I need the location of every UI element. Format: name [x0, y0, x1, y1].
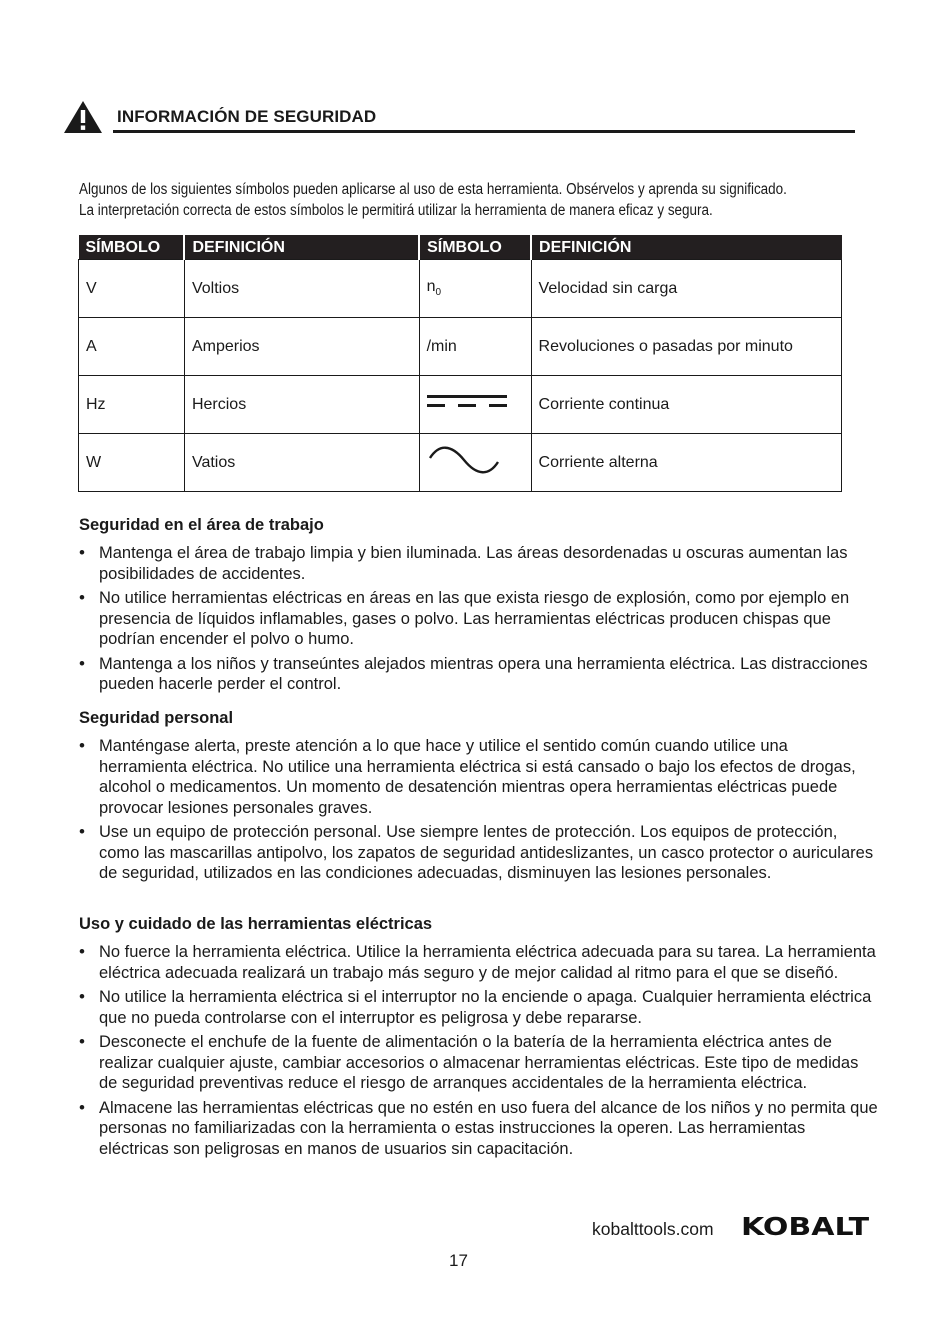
column-header: SÍMBOLO [79, 235, 185, 260]
definition-cell: Revoluciones o pasadas por minuto [531, 318, 841, 376]
kobalt-logo: KOBALT [741, 1212, 870, 1241]
list-item: • Use un equipo de protección personal. Use siempre lentes de protección. Los equipos de protección, como las mascarillas antipolvo, los zapatos de seguridad antideslizantes, un casco protector o auriculares de seguridad, utilizados en las condiciones adecuadas, disminuyen las lesiones personales. [79, 822, 879, 884]
alternating-current-icon [427, 443, 501, 477]
table-row [79, 434, 842, 492]
page-number: 17 [449, 1251, 468, 1270]
table-row [79, 376, 842, 434]
column-header: DEFINICIÓN [531, 235, 841, 260]
symbol-cell: A [79, 318, 185, 376]
header-rule [113, 130, 855, 133]
definition-cell: Amperios [184, 318, 419, 376]
definition-cell: Corriente alterna [531, 434, 841, 492]
section-title: Uso y cuidado de las herramientas eléctricas [79, 915, 433, 933]
symbols-table [78, 235, 842, 492]
bullet-list [79, 942, 879, 1159]
symbol-cell: V [79, 260, 185, 318]
table-header-row [79, 235, 842, 260]
warning-triangle-icon [63, 100, 103, 134]
list-item: • No fuerce la herramienta eléctrica. Utilice la herramienta eléctrica adecuada para su tarea. La herramienta eléctrica adecuada realizará un trabajo más seguro y de mejor calidad al ritmo para el que se diseñó. [79, 942, 879, 983]
list-item: • Mantenga a los niños y transeúntes alejados mientras opera una herramienta eléctrica. Las distracciones pueden hacerle perder el control. [79, 654, 879, 695]
symbol-cell: Hz [79, 376, 185, 434]
column-header: DEFINICIÓN [184, 235, 419, 260]
section-work-area [79, 516, 879, 699]
symbol-cell [419, 434, 531, 492]
definition-cell: Corriente continua [531, 376, 841, 434]
direct-current-icon [427, 392, 507, 412]
symbol-cell [419, 260, 531, 318]
symbol-cell [419, 376, 531, 434]
list-item: • No utilice herramientas eléctricas en áreas en las que exista riesgo de explosión, como por ejemplo en presencia de líquidos inflamables, gases o polvo. Las herramientas eléctricas producen chispas que podrían encender el polvo o humo. [79, 588, 879, 650]
symbol-cell: W [79, 434, 185, 492]
table-row [79, 260, 842, 318]
list-item: • Desconecte el enchufe de la fuente de alimentación o la batería de la herramienta eléctrica antes de realizar cualquier ajuste, cambiar accesorios o almacenar herramientas eléctricas. Este tipo de medidas de seguridad preventivas reduce el riesgo de arranques accidentales de la herramienta eléctrica. [79, 1032, 879, 1094]
table-row [79, 318, 842, 376]
website-url: kobalttools.com [592, 1219, 714, 1239]
section-personal-safety [79, 709, 879, 888]
symbol-subscript: 0 [435, 287, 442, 299]
bullet-list [79, 543, 879, 695]
definition-cell: Vatios [184, 434, 419, 492]
definition-cell: Voltios [184, 260, 419, 318]
list-item: • Almacene las herramientas eléctricas que no estén en uso fuera del alcance de los niños y no permita que personas no familiarizadas con la herramienta o estas instrucciones la operen. Las herramientas eléctricas son peligrosas en manos de usuarios sin capacitación. [79, 1098, 879, 1160]
page-title: INFORMACIÓN DE SEGURIDAD [117, 107, 377, 126]
column-header: SÍMBOLO [419, 235, 531, 260]
intro-line: La interpretación correcta de estos símbolos le permitirá utilizar la herramienta de manera eficaz y segura. [79, 202, 713, 219]
list-item: • Mantenga el área de trabajo limpia y bien iluminada. Las áreas desordenadas u oscuras aumentan las posibilidades de accidentes. [79, 543, 879, 584]
section-title: Seguridad personal [79, 709, 234, 727]
section-tool-use [79, 915, 879, 1163]
definition-cell: Hercios [184, 376, 419, 434]
list-item: • No utilice la herramienta eléctrica si el interruptor no la enciende o apaga. Cualquier herramienta eléctrica que no pueda controlarse con el interruptor es peligrosa y debe repararse. [79, 987, 879, 1028]
bullet-list [79, 736, 879, 884]
symbol-cell: /min [419, 318, 531, 376]
symbol-text: n [426, 278, 436, 296]
definition-cell: Velocidad sin carga [531, 260, 841, 318]
section-title: Seguridad en el área de trabajo [79, 516, 324, 534]
intro-text [79, 179, 871, 221]
section-header [63, 98, 855, 134]
list-item: • Manténgase alerta, preste atención a lo que hace y utilice el sentido común cuando utilice una herramienta eléctrica. No utilice una herramienta eléctrica si está cansado o bajo los efectos de drogas, alcohol o medicamentos. Un momento de desatención mientras opera herramientas eléctricas puede provocar lesiones personales graves. [79, 736, 879, 818]
intro-line: Algunos de los siguientes símbolos pueden aplicarse al uso de esta herramienta. Obsérvelos y aprenda su significado. [79, 181, 787, 198]
